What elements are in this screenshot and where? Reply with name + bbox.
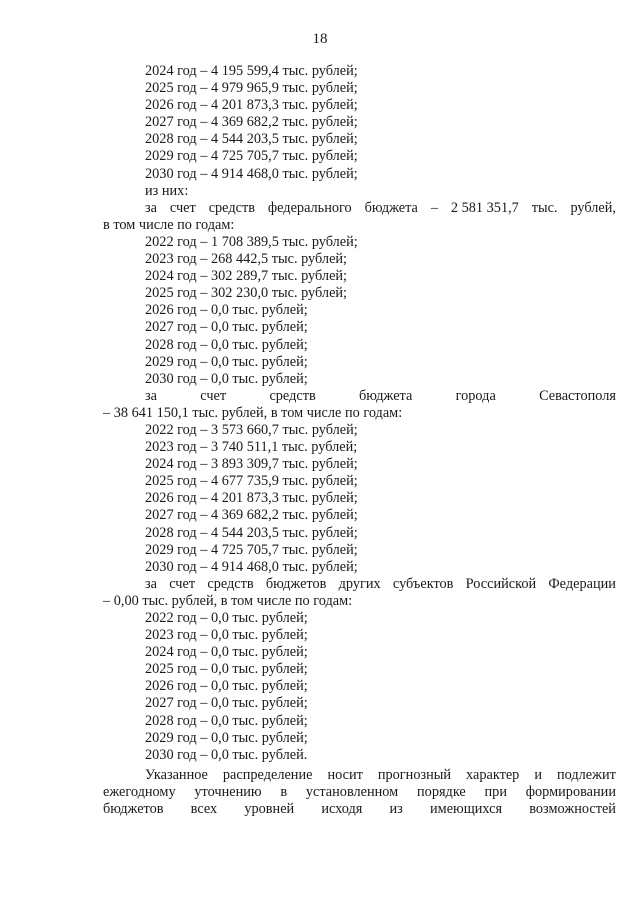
sevastopol-intro-word: бюджета bbox=[359, 387, 413, 404]
closing-line-2 bbox=[103, 784, 616, 801]
federal-year-line: 2030 год – 0,0 тыс. рублей; bbox=[145, 370, 308, 387]
sevastopol-intro-word: Севастополя bbox=[539, 387, 616, 404]
closing-word: при bbox=[484, 783, 507, 800]
sevastopol-intro-word: за bbox=[145, 387, 157, 404]
sevastopol-year-line: 2024 год – 3 893 309,7 тыс. рублей; bbox=[145, 456, 358, 473]
closing-word: уровней bbox=[244, 801, 295, 818]
federal-years-list bbox=[103, 234, 616, 388]
total-year-line: 2025 год – 4 979 965,9 тыс. рублей; bbox=[145, 80, 358, 97]
federal-intro-word: за bbox=[145, 199, 157, 216]
closing-word: уточнению bbox=[194, 783, 262, 800]
sevastopol-years-list bbox=[103, 422, 616, 576]
federal-intro-line bbox=[103, 200, 616, 217]
closing-word: и bbox=[534, 766, 542, 783]
sevastopol-year-line: 2022 год – 3 573 660,7 тыс. рублей; bbox=[145, 421, 358, 438]
federal-year-line: 2028 год – 0,0 тыс. рублей; bbox=[145, 336, 308, 353]
federal-year-line: 2024 год – 302 289,7 тыс. рублей; bbox=[145, 268, 348, 285]
total-year-line: 2024 год – 4 195 599,4 тыс. рублей; bbox=[145, 63, 358, 79]
other-subjects-intro-word: Российской bbox=[465, 575, 537, 592]
document-body bbox=[103, 63, 616, 818]
sevastopol-year-line: 2030 год – 4 914 468,0 тыс. рублей; bbox=[145, 558, 358, 575]
federal-intro-word: бюджета bbox=[364, 199, 418, 216]
federal-intro-word: 2 581 351,7 bbox=[450, 199, 519, 216]
other-subjects-intro-word: Федерации bbox=[548, 575, 616, 592]
sevastopol-year-line: 2026 год – 4 201 873,3 тыс. рублей; bbox=[145, 490, 358, 507]
closing-word: установленном bbox=[305, 783, 399, 800]
closing-word: носит bbox=[327, 766, 363, 783]
closing-word: Указанное bbox=[145, 766, 208, 783]
federal-intro-word: рублей, bbox=[570, 199, 616, 216]
closing-word: подлежит bbox=[557, 766, 616, 783]
closing-word: в bbox=[280, 783, 288, 800]
sevastopol-year-line: 2028 год – 4 544 203,5 тыс. рублей; bbox=[145, 524, 358, 541]
closing-word: ежегодному bbox=[103, 783, 176, 800]
federal-year-line: 2023 год – 268 442,5 тыс. рублей; bbox=[145, 251, 348, 268]
sevastopol-year-line: 2029 год – 4 725 705,7 тыс. рублей; bbox=[145, 541, 358, 558]
closing-word: возможностей bbox=[529, 801, 616, 818]
total-year-line: 2028 год – 4 544 203,5 тыс. рублей; bbox=[145, 131, 358, 148]
federal-year-line: 2027 год – 0,0 тыс. рублей; bbox=[145, 319, 308, 336]
closing-word: порядке bbox=[417, 783, 466, 800]
federal-year-line: 2029 год – 0,0 тыс. рублей; bbox=[145, 353, 308, 370]
other-subjects-intro-line2: – 0,00 тыс. рублей, в том числе по годам: bbox=[103, 592, 353, 609]
other-subjects-year-line: 2027 год – 0,0 тыс. рублей; bbox=[145, 695, 308, 712]
other-subjects-year-line: 2030 год – 0,0 тыс. рублей. bbox=[145, 746, 308, 763]
other-subjects-intro-word: субъектов bbox=[392, 575, 454, 592]
iz-nih-label: из них: bbox=[145, 182, 189, 199]
federal-year-line: 2026 год – 0,0 тыс. рублей; bbox=[145, 302, 308, 319]
other-subjects-intro-word: средств bbox=[207, 575, 254, 592]
federal-intro-word: тыс. bbox=[531, 199, 558, 216]
closing-word: имеющихся bbox=[430, 801, 503, 818]
other-subjects-intro-word: бюджетов bbox=[265, 575, 327, 592]
total-year-line: 2030 год – 4 914 468,0 тыс. рублей; bbox=[145, 165, 358, 182]
other-subjects-years-list bbox=[103, 610, 616, 764]
total-years-list bbox=[103, 63, 616, 183]
closing-word: характер bbox=[466, 766, 520, 783]
other-subjects-year-line: 2029 год – 0,0 тыс. рублей; bbox=[145, 729, 308, 746]
closing-word: прогнозный bbox=[377, 766, 452, 783]
closing-line-1 bbox=[103, 767, 616, 784]
other-subjects-year-line: 2023 год – 0,0 тыс. рублей; bbox=[145, 627, 308, 644]
federal-year-line: 2022 год – 1 708 389,5 тыс. рублей; bbox=[145, 233, 358, 250]
other-subjects-intro-word: счет bbox=[169, 575, 196, 592]
closing-word: распределение bbox=[222, 766, 313, 783]
other-subjects-intro-word: других bbox=[338, 575, 381, 592]
federal-intro-word: средств bbox=[208, 199, 255, 216]
federal-intro-word: федерального bbox=[267, 199, 352, 216]
closing-line-3 bbox=[103, 801, 616, 818]
closing-word: исходя bbox=[321, 801, 363, 818]
sevastopol-intro-line bbox=[103, 388, 616, 405]
closing-word: бюджетов bbox=[103, 801, 164, 818]
sevastopol-year-line: 2025 год – 4 677 735,9 тыс. рублей; bbox=[145, 473, 358, 490]
sevastopol-intro-word: счет bbox=[200, 387, 227, 404]
other-subjects-year-line: 2028 год – 0,0 тыс. рублей; bbox=[145, 712, 308, 729]
federal-intro-word: – bbox=[430, 199, 438, 216]
sevastopol-intro-word: города bbox=[455, 387, 496, 404]
sevastopol-year-line: 2023 год – 3 740 511,1 тыс. рублей; bbox=[145, 439, 358, 456]
federal-intro-line2: в том числе по годам: bbox=[103, 216, 235, 233]
total-year-line: 2026 год – 4 201 873,3 тыс. рублей; bbox=[145, 97, 358, 114]
other-subjects-year-line: 2026 год – 0,0 тыс. рублей; bbox=[145, 678, 308, 695]
total-year-line: 2027 год – 4 369 682,2 тыс. рублей; bbox=[145, 114, 358, 131]
other-subjects-year-line: 2022 год – 0,0 тыс. рублей; bbox=[145, 610, 308, 626]
sevastopol-intro-word: средств bbox=[269, 387, 316, 404]
other-subjects-intro-word: за bbox=[145, 575, 157, 592]
other-subjects-year-line: 2024 год – 0,0 тыс. рублей; bbox=[145, 644, 308, 661]
federal-year-line: 2025 год – 302 230,0 тыс. рублей; bbox=[145, 285, 348, 302]
total-year-line: 2029 год – 4 725 705,7 тыс. рублей; bbox=[145, 148, 358, 165]
other-subjects-intro-line bbox=[103, 576, 616, 593]
closing-word: формировании bbox=[525, 783, 616, 800]
closing-word: всех bbox=[190, 801, 218, 818]
page-number: 18 bbox=[312, 31, 328, 47]
sevastopol-year-line: 2027 год – 4 369 682,2 тыс. рублей; bbox=[145, 507, 358, 524]
sevastopol-intro-line2: – 38 641 150,1 тыс. рублей, в том числе по годам: bbox=[103, 404, 403, 421]
federal-intro-word: счет bbox=[169, 199, 196, 216]
closing-word: из bbox=[389, 801, 403, 818]
other-subjects-year-line: 2025 год – 0,0 тыс. рублей; bbox=[145, 661, 308, 678]
